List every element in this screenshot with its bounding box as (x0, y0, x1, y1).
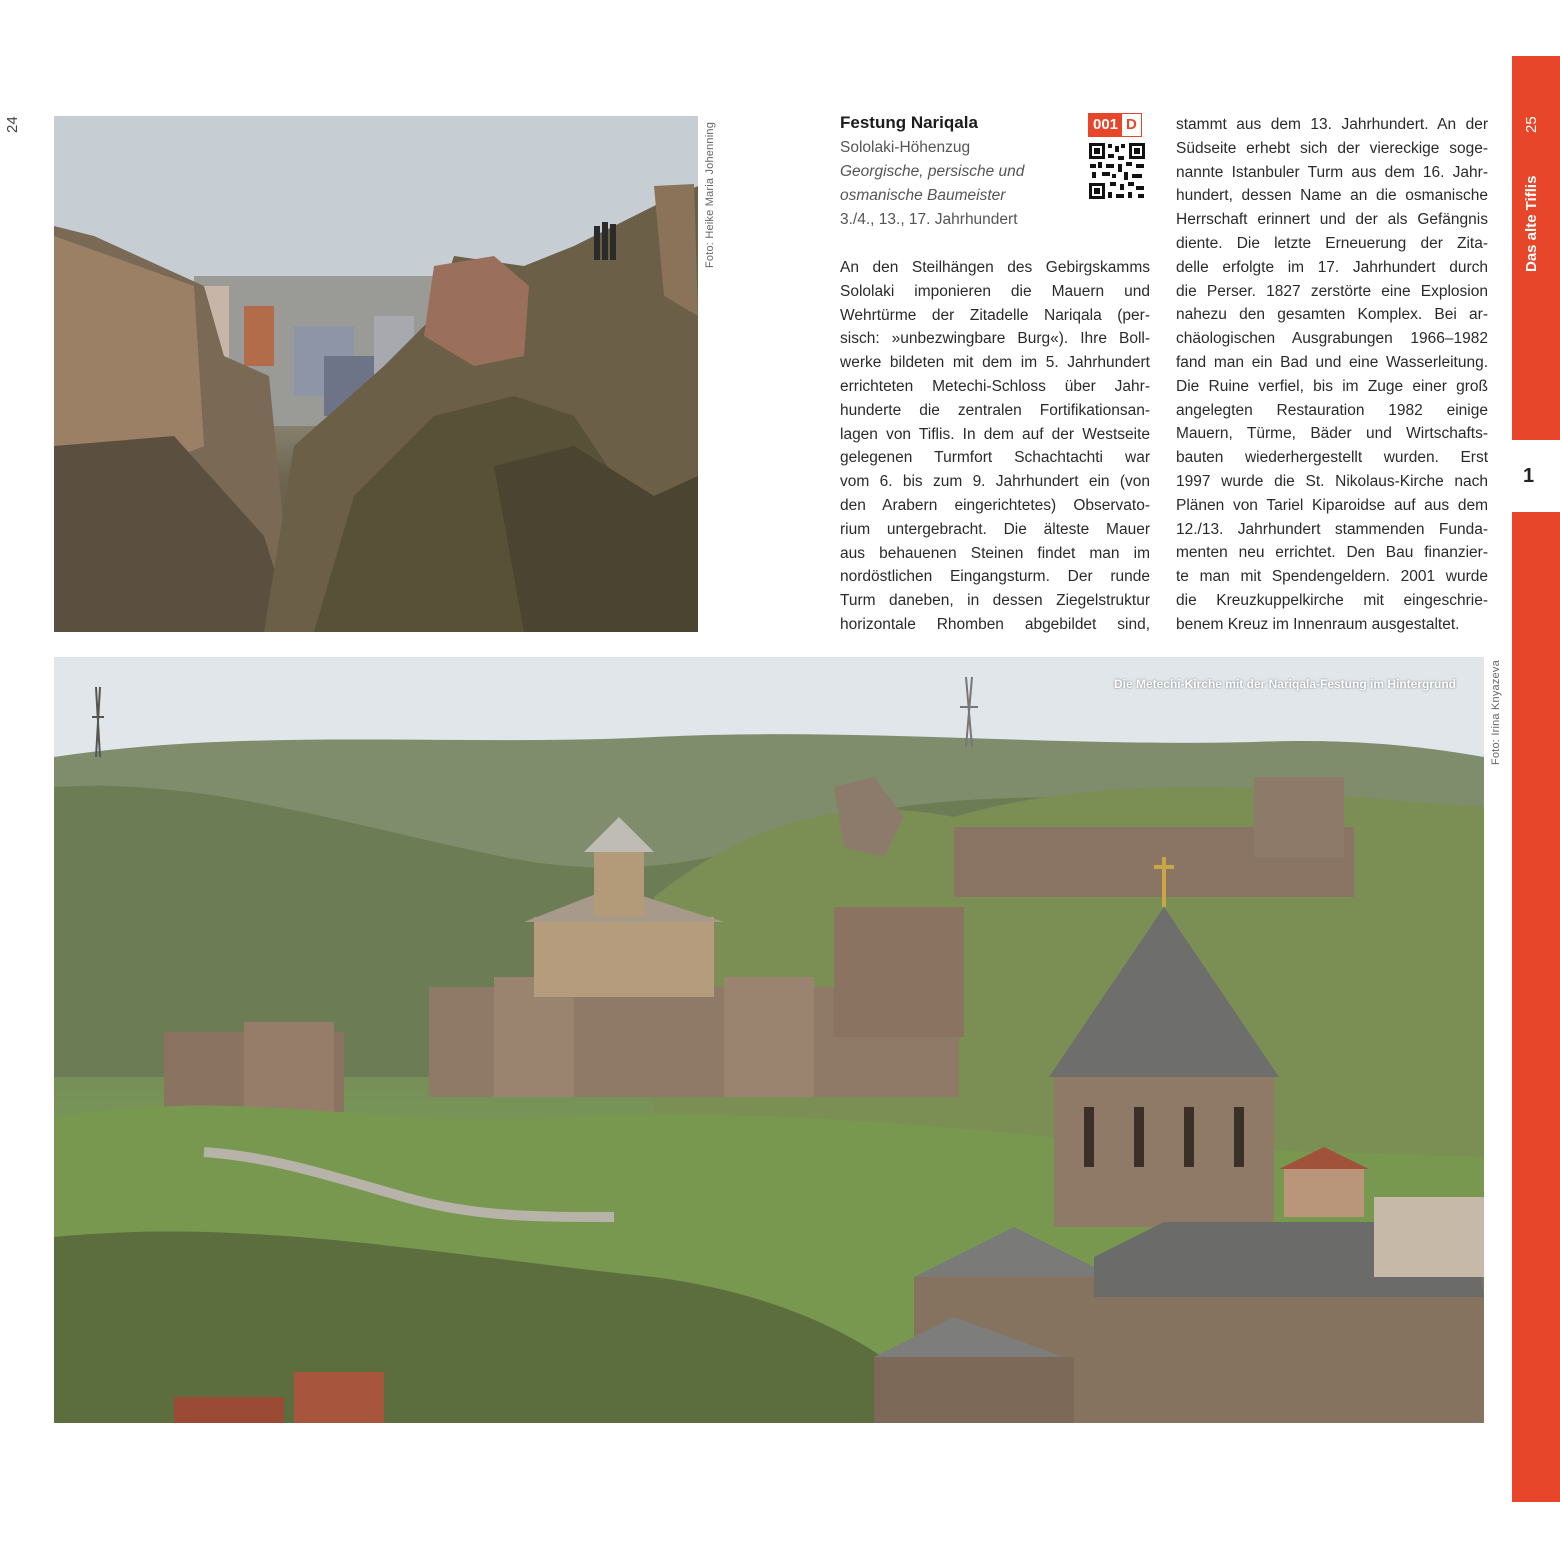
chapter-number: 1 (1523, 465, 1535, 487)
photo-metechi-church (54, 657, 1484, 1423)
body-line: werke bildeten mit dem im 5. Jahrhundert (840, 354, 1150, 372)
body-column-1 (840, 256, 1150, 637)
page-number-left: 24 (4, 116, 21, 133)
body-line: diente. Die letzte Erneuerung der Zita- (1176, 234, 1488, 252)
body-line: Plänen von Tariel Kiparoidse auf aus dem (1176, 496, 1488, 514)
body-line: fand man ein Bad und eine Wasserleitung. (1176, 353, 1488, 371)
body-column-2 (1176, 113, 1488, 637)
entry-location: Sololaki-Höhenzug (840, 139, 971, 156)
body-line: Turm daneben, in dessen Ziegelstruktur (840, 592, 1150, 610)
entry-architects-line1: Georgische, persische und (840, 163, 1025, 180)
body-line: angelegten Restauration 1982 einige (1176, 401, 1488, 419)
body-line: aus behauenen Steinen findet man im (840, 544, 1150, 562)
body-line: errichteten Metechi-Schloss über Jahr- (840, 377, 1150, 395)
entry-dates: 3./4., 13., 17. Jahrhundert (840, 211, 1018, 228)
photo-caption: Die Metechi-Kirche mit der Nariqala-Festung im Hintergrund (1113, 677, 1456, 691)
body-line: die Perser. 1827 zerstörte eine Explosion (1176, 282, 1488, 300)
body-line: vom 6. bis zum 9. Jahrhundert ein (von (840, 473, 1150, 491)
photo-nariqala-ruins (54, 116, 698, 632)
body-line: benem Kreuz im Innenraum ausgestaltet. (1176, 615, 1460, 633)
body-line: Herrschaft erinnert und der als Gefängnis (1176, 211, 1488, 229)
body-line: delle erfolgte im 17. Jahrhundert durch (1176, 258, 1488, 276)
page-number-right: 25 (1523, 116, 1540, 133)
body-line: horizontale Rhomben abgebildet sind, (840, 615, 1150, 633)
entry-architects-line2: osmanische Baumeister (840, 187, 1006, 204)
section-tab-lower (1512, 512, 1560, 1502)
section-title: Das alte Tiflis (1523, 175, 1540, 272)
body-line: nahezu den gesamten Komplex. Bei ar- (1176, 306, 1488, 324)
body-line: Wehrtürme der Zitadelle Nariqala (per- (840, 306, 1150, 324)
body-line: lagen von Tiflis. In dem auf der Westseite (840, 425, 1150, 443)
body-line: die Kreuzkuppelkirche mit eingeschrie- (1176, 591, 1488, 609)
body-line: den Arabern eingerichtetes) Observato- (840, 496, 1150, 514)
badge-number: 001 (1089, 114, 1122, 136)
body-line: Mauern, Türme, Bäder und Wirtschafts- (1176, 425, 1488, 443)
body-line: Südseite erhebt sich der viereckige soge- (1176, 139, 1488, 157)
badge-letter: D (1122, 114, 1141, 136)
body-line: nordöstlichen Eingangsturm. Der runde (840, 568, 1150, 586)
body-line: Sololaki imponieren die Mauern und (840, 282, 1150, 300)
body-line: rium untergebracht. Die älteste Mauer (840, 520, 1150, 538)
entry-badge (1088, 113, 1142, 137)
photo-credit-bottom: Foto: Irina Knyazeva (1490, 660, 1502, 765)
body-line: Die Ruine verfiel, bis im Zuge einer groß (1176, 377, 1488, 395)
entry-title: Festung Nariqala (840, 113, 978, 132)
body-line: hunderte die zentralen Fortifikationsan- (840, 401, 1150, 419)
body-line: hundert, dessen Name an die osmanische (1176, 187, 1488, 205)
qr-code-icon[interactable] (1088, 142, 1146, 200)
body-line: An den Steilhängen des Gebirgskamms (840, 259, 1150, 276)
body-line: stammt aus dem 13. Jahrhundert. An der (1176, 116, 1488, 133)
body-line: chäologischen Ausgrabungen 1966–1982 (1176, 330, 1488, 348)
body-line: nannte Istanbuler Turm aus dem 16. Jahr- (1176, 163, 1488, 181)
body-line: 12./13. Jahrhundert stammenden Funda- (1176, 520, 1488, 538)
body-line: gelegenen Turmfort Schachtachti war (840, 449, 1150, 467)
body-line: te man mit Spendengeldern. 2001 wurde (1176, 568, 1488, 586)
body-line: menten neu errichtet. Den Bau finanzier- (1176, 544, 1488, 562)
photo-credit-top: Foto: Heike Maria Johenning (704, 121, 716, 268)
body-line: bauten wiederhergestellt wurden. Erst (1176, 449, 1488, 467)
body-line: sisch: »unbezwingbare Burg«). Ihre Boll- (840, 330, 1150, 348)
body-line: 1997 wurde die St. Nikolaus-Kirche nach (1176, 472, 1488, 490)
